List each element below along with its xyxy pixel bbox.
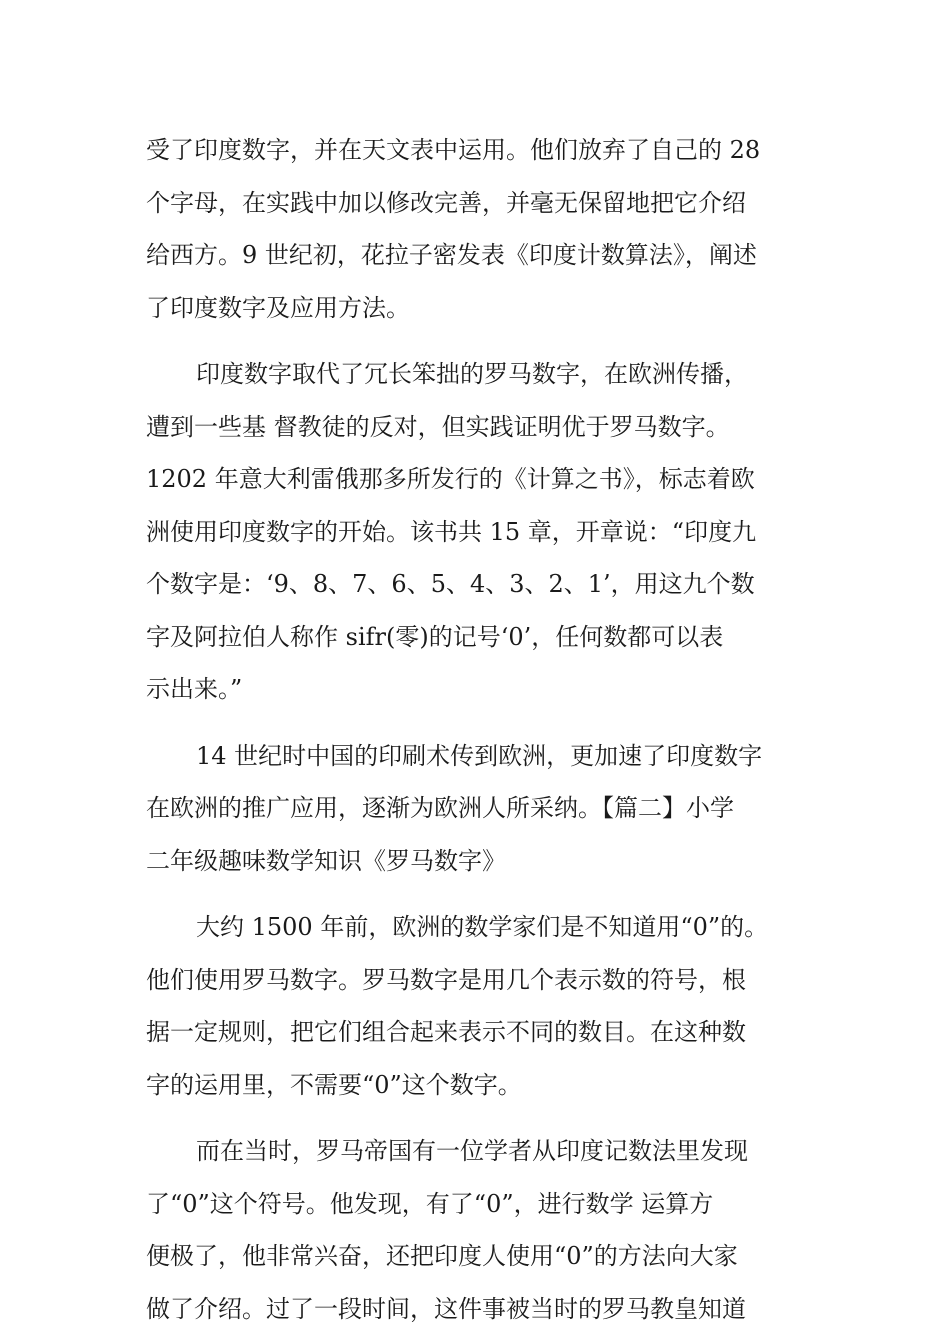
text-line: 字的运用里，不需要“0”这个数字。 xyxy=(146,1070,522,1099)
paragraph-first-line: 印度数字取代了冗长笨拙的罗马数字，在欧洲传播， xyxy=(196,360,748,388)
text-line: 据一定规则，把它们组合起来表示不同的数目。在这种数 xyxy=(146,1018,746,1046)
text-line: 他们使用罗马数字。罗马数字是用几个表示数的符号，根 xyxy=(146,965,746,994)
text-line: 便极了，他非常兴奋，还把印度人使用“0”的方法向大家 xyxy=(146,1242,738,1270)
text-line: 做了介绍。过了一段时间，这件事被当时的罗马教皇知道 xyxy=(146,1294,746,1323)
text-line: 二年级趣味数学知识《罗马数字》 xyxy=(146,846,506,875)
text-line: 洲使用印度数字的开始。该书共 15 章，开章说：“印度九 xyxy=(146,517,757,546)
text-line: 示出来。” xyxy=(146,675,243,703)
text-line: 给西方。9 世纪初，花拉子密发表《印度计数算法》，阐述 xyxy=(146,241,757,269)
text-line: 1202 年意大利雷俄那多所发行的《计算之书》，标志着欧 xyxy=(146,465,755,493)
paragraph-first-line: 而在当时，罗马帝国有一位学者从印度记数法里发现 xyxy=(196,1137,748,1165)
paragraph-first-line: 大约 1500 年前，欧洲的数学家们是不知道用“0”的。 xyxy=(196,913,769,941)
text-line: 受了印度数字，并在天文表中运用。他们放弃了自己的 28 xyxy=(146,136,761,164)
text-line: 遭到一些基 督教徒的反对，但实践证明优于罗马数字。 xyxy=(146,412,730,441)
text-line: 个数字是：‘9、8、7、6、5、4、3、2、1’，用这九个数 xyxy=(146,570,755,598)
text-line: 字及阿拉伯人称作 sifr(零)的记号‘0’，任何数都可以表 xyxy=(146,622,724,651)
document-body xyxy=(146,124,826,1335)
paragraph-first-line: 14 世纪时中国的印刷术传到欧洲，更加速了印度数字 xyxy=(196,741,763,770)
text-line: 了印度数字及应用方法。 xyxy=(146,293,410,322)
text-line: 了“0”这个符号。他发现，有了“0”，进行数学 运算方 xyxy=(146,1189,714,1218)
text-line: 个字母，在实践中加以修改完善，并毫无保留地把它介绍 xyxy=(146,188,746,217)
text-line: 在欧洲的推广应用，逐渐为欧洲人所采纳。【篇二】小学 xyxy=(146,794,734,822)
